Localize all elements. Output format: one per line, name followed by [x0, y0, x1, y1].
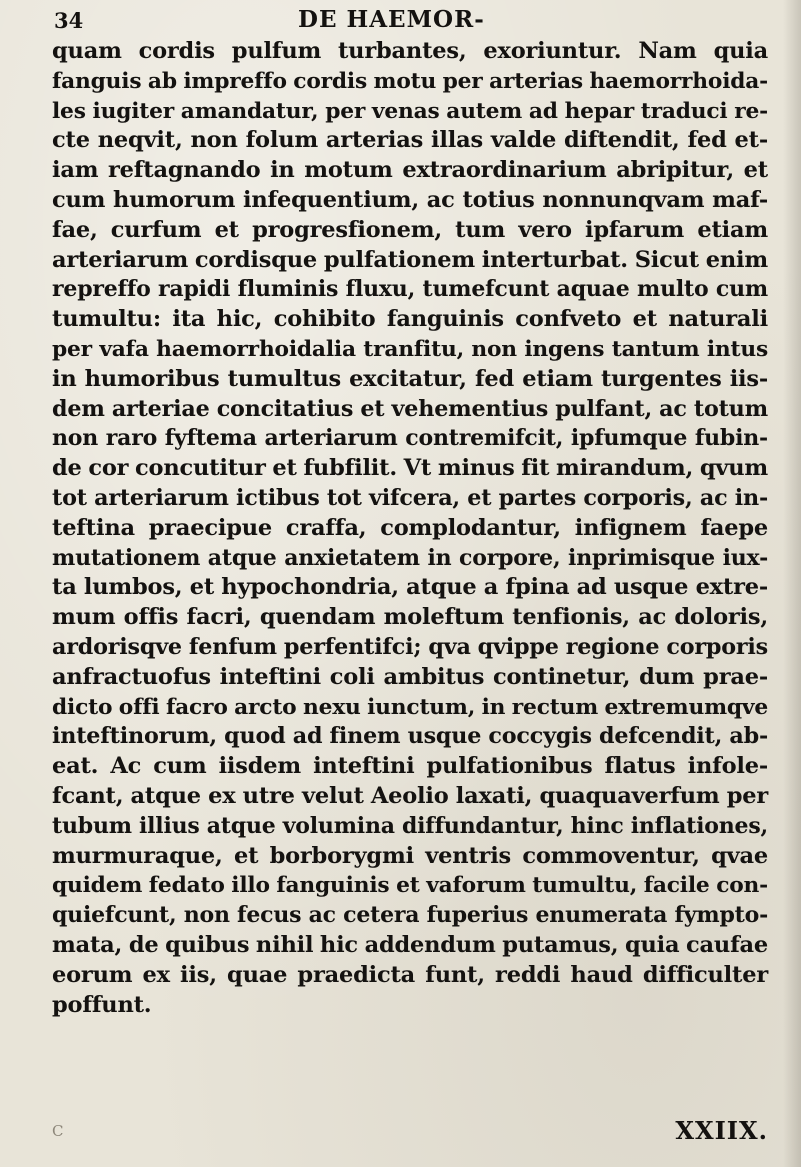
- running-title: DE HAEMOR-: [298, 6, 485, 33]
- text-line: cte neqvit, non folum arterias illas valde diftendit, fed et-: [52, 127, 768, 154]
- text-line: arteriarum cordisque pulfationem interturbat. Sicut enim: [52, 246, 768, 273]
- text-line: inteftinorum, quod ad finem usque coccygis defcendit, ab-: [52, 723, 768, 750]
- text-line: cum humorum infequentium, ac totius nonnunqvam maf-: [52, 186, 768, 213]
- text-line: anfractuofus inteftini coli ambitus continetur, dum prae-: [52, 663, 768, 690]
- text-line: les iugiter amandatur, per venas autem ad hepar traduci re-: [52, 98, 768, 124]
- text-line: teftina praecipue craffa, complodantur, infignem faepe: [52, 514, 768, 541]
- text-line: iam reftagnando in motum extraordinarium abripitur, et: [52, 157, 768, 184]
- text-line: mutationem atque anxietatem in corpore, inprimisque iux-: [52, 544, 768, 571]
- text-line: ardorisqve fenfum perfentifci; qva qvippe regione corporis: [52, 633, 768, 660]
- text-line: tubum illius atque volumina diffundantur, hinc inflationes,: [52, 812, 768, 839]
- text-line: eorum ex iis, quae praedicta funt, reddi haud difficulter: [52, 961, 768, 988]
- text-line: repreffo rapidi fluminis fluxu, tumefcunt aquae multo cum: [52, 276, 768, 303]
- text-line: non raro fyftema arteriarum contremifcit, ipfumque fubin-: [52, 425, 768, 452]
- page-number: 34: [54, 8, 84, 33]
- text-line: mata, de quibus nihil hic addendum putamus, quia caufae: [52, 931, 769, 958]
- body-text: [52, 37, 768, 1020]
- text-line: tumultu: ita hic, cohibito fanguinis confveto et naturali: [52, 306, 768, 333]
- text-line: fanguis ab impreffo cordis motu per arterias haemorrhoida-: [52, 68, 768, 94]
- text-line: quam cordis pulfum turbantes, exoriuntur. Nam quia: [52, 38, 768, 64]
- text-line: ta lumbos, et hypochondria, atque a fpina ad usque extre-: [52, 574, 768, 601]
- text-line: murmuraque, et borborygmi ventris commoventur, qvae: [52, 842, 768, 869]
- text-line: tot arteriarum ictibus tot vifcera, et partes corporis, ac in-: [52, 484, 768, 511]
- text-line: quidem fedato illo fanguinis et vaforum tumultu, facile con-: [52, 873, 768, 899]
- text-line: quiefcunt, non fecus ac cetera fuperius enumerata fympto-: [52, 902, 768, 929]
- text-line-last: poffunt.: [52, 991, 152, 1018]
- text-line: fcant, atque ex utre velut Aeolio laxati, quaquaverfum per: [52, 782, 768, 809]
- text-line: in humoribus tumultus excitatur, fed etiam turgentes iis-: [52, 365, 768, 392]
- text-line: dem arteriae concitatius et vehementius pulfant, ac totum: [52, 395, 768, 422]
- text-line: mum offis facri, quendam moleftum tenfionis, ac doloris,: [52, 604, 768, 631]
- text-line: per vafa haemorrhoidalia tranfitu, non ingens tantum intus: [52, 336, 768, 362]
- page-footer: [52, 1116, 768, 1152]
- catchword: XXIIX.: [675, 1116, 768, 1145]
- text-line: de cor concutitur et fubfilit. Vt minus fit mirandum, qvum: [52, 455, 768, 482]
- page-edge-shadow: [783, 0, 801, 1167]
- text-line: eat. Ac cum iisdem inteftini pulfationibus flatus infole-: [52, 753, 768, 780]
- signature-mark: C: [52, 1122, 65, 1140]
- text-line: fae, curfum et progresfionem, tum vero ipfarum etiam: [52, 216, 768, 243]
- text-line: dicto offi facro arcto nexu iunctum, in rectum extremumqve: [52, 694, 768, 720]
- running-head: [0, 4, 801, 40]
